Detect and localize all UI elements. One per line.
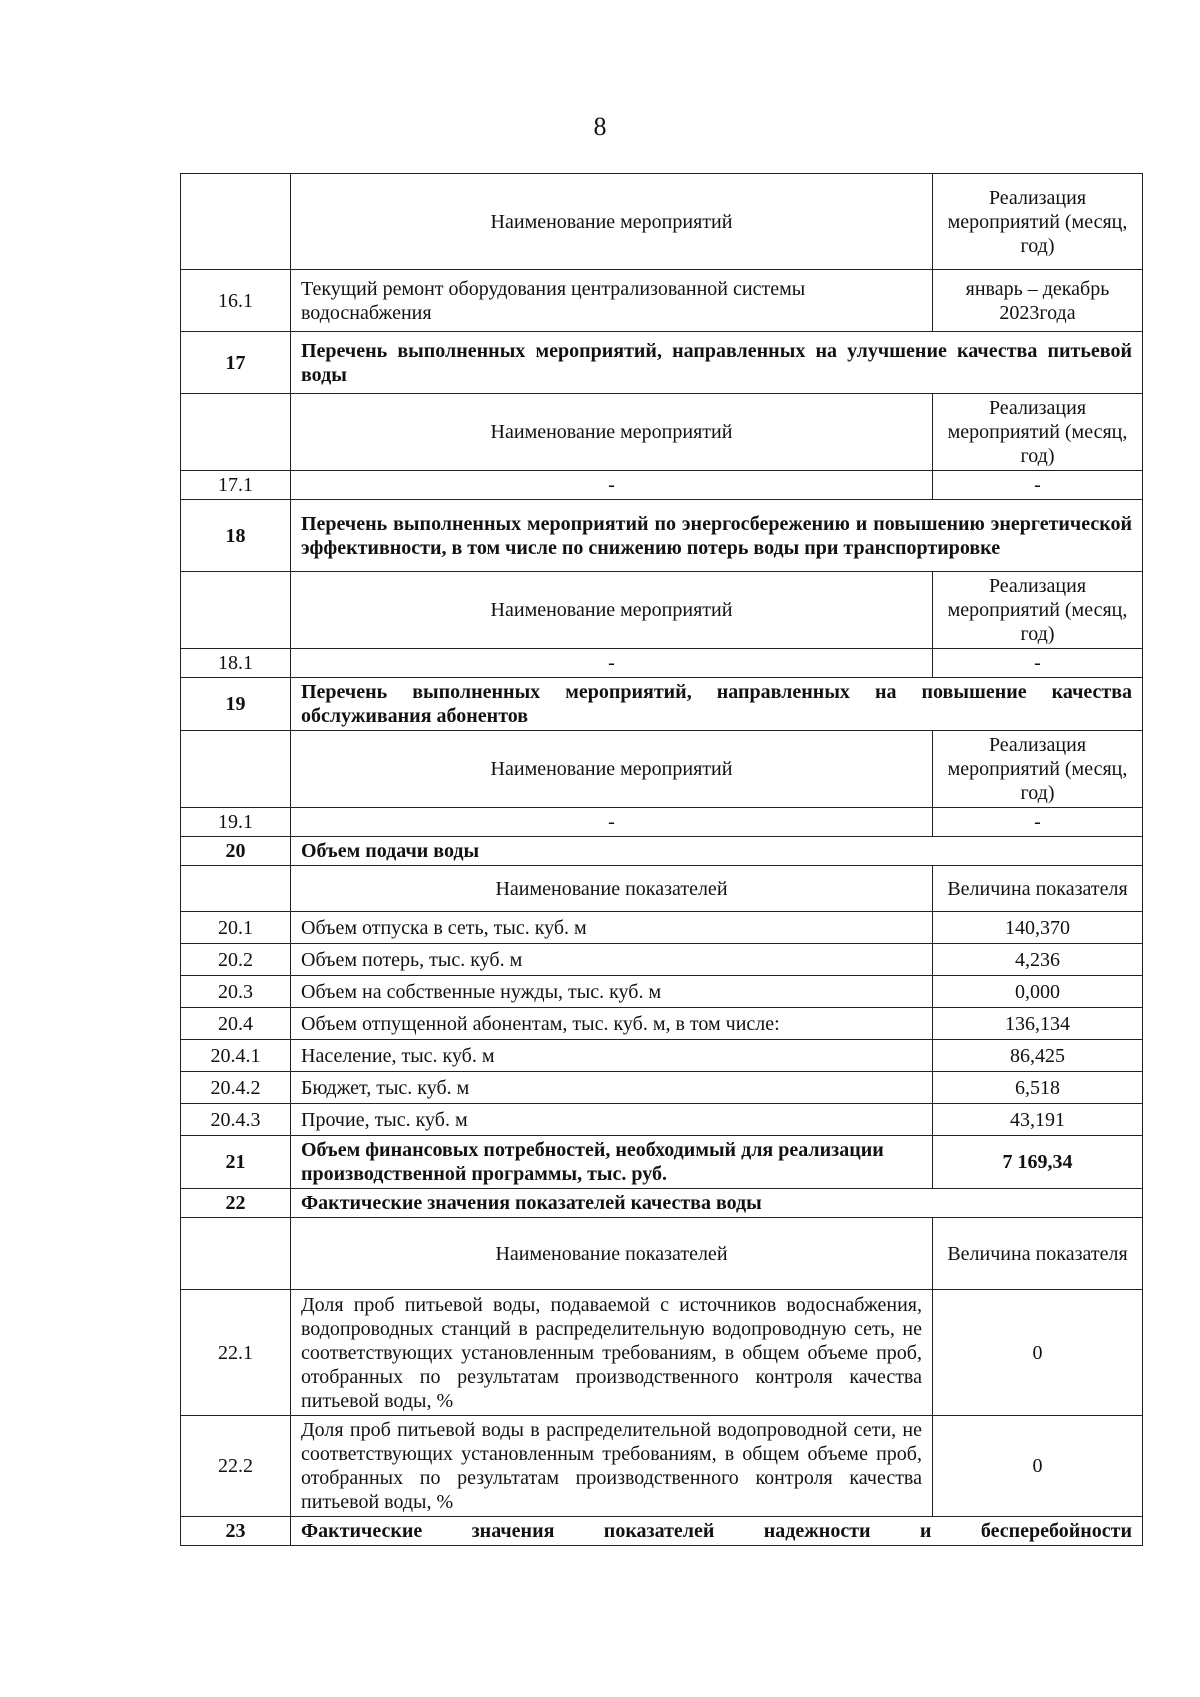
row-number: 20.1 (181, 912, 291, 944)
table-row (181, 1040, 1143, 1072)
page-number: 8 (593, 112, 607, 141)
row-value: 136,134 (933, 1008, 1143, 1040)
row-number: 17.1 (181, 471, 291, 500)
table-header-row (181, 1218, 1143, 1290)
section-title: Перечень выполненных мероприятий, направленных на улучшение качества питьевой воды (291, 332, 1143, 394)
row-number: 20.2 (181, 944, 291, 976)
section-row (181, 1517, 1143, 1546)
row-name: Объем отпуска в сеть, тыс. куб. м (291, 912, 933, 944)
row-name: Объем на собственные нужды, тыс. куб. м (291, 976, 933, 1008)
row-name: Население, тыс. куб. м (291, 1040, 933, 1072)
section-number: 19 (181, 678, 291, 731)
section-number: 23 (181, 1517, 291, 1546)
section-title: Объем подачи воды (291, 837, 1143, 866)
row-value: 7 169,34 (933, 1136, 1143, 1189)
section-row (181, 1136, 1143, 1189)
row-name: Текущий ремонт оборудования централизованной системы водоснабжения (291, 270, 933, 332)
row-value: - (933, 649, 1143, 678)
row-value: 6,518 (933, 1072, 1143, 1104)
table-row (181, 1104, 1143, 1136)
table-row (181, 1416, 1143, 1517)
row-value: январь – декабрь 2023года (933, 270, 1143, 332)
value-header: Реализация мероприятий (месяц, год) (933, 174, 1143, 270)
table-row (181, 976, 1143, 1008)
value-header: Реализация мероприятий (месяц, год) (933, 394, 1143, 471)
row-name: Объем отпущенной абонентам, тыс. куб. м, в том числе: (291, 1008, 933, 1040)
name-header: Наименование мероприятий (291, 572, 933, 649)
name-header: Наименование мероприятий (291, 394, 933, 471)
section-number: 22 (181, 1189, 291, 1218)
row-value: 0 (933, 1416, 1143, 1517)
table-row (181, 471, 1143, 500)
row-number: 20.4 (181, 1008, 291, 1040)
row-value: 86,425 (933, 1040, 1143, 1072)
row-name: Объем потерь, тыс. куб. м (291, 944, 933, 976)
row-name: Объем финансовых потребностей, необходимый для реализации производственной программы, тыс. руб. (291, 1136, 933, 1189)
section-row (181, 500, 1143, 572)
section-title: Фактические значения показателей надежности и бесперебойности (291, 1517, 1143, 1546)
row-value: - (933, 471, 1143, 500)
row-value: - (933, 808, 1143, 837)
section-row (181, 837, 1143, 866)
table-header-row (181, 174, 1143, 270)
num-cell (181, 394, 291, 471)
row-name: - (291, 649, 933, 678)
table-header-row (181, 572, 1143, 649)
table-header-row (181, 866, 1143, 912)
name-header: Наименование показателей (291, 866, 933, 912)
row-value: 43,191 (933, 1104, 1143, 1136)
table-row (181, 1072, 1143, 1104)
name-header: Наименование мероприятий (291, 174, 933, 270)
row-number: 22.2 (181, 1416, 291, 1517)
row-value: 0,000 (933, 976, 1143, 1008)
table-row (181, 1008, 1143, 1040)
section-row (181, 678, 1143, 731)
table-header-row (181, 394, 1143, 471)
section-number: 17 (181, 332, 291, 394)
row-value: 140,370 (933, 912, 1143, 944)
row-name: Бюджет, тыс. куб. м (291, 1072, 933, 1104)
row-name: - (291, 808, 933, 837)
value-header: Реализация мероприятий (месяц, год) (933, 572, 1143, 649)
row-number: 22.1 (181, 1290, 291, 1416)
value-header: Реализация мероприятий (месяц, год) (933, 731, 1143, 808)
program-table (180, 173, 1143, 1546)
table-row (181, 1290, 1143, 1416)
num-cell (181, 731, 291, 808)
section-title: Фактические значения показателей качества воды (291, 1189, 1143, 1218)
row-name: Прочие, тыс. куб. м (291, 1104, 933, 1136)
section-row (181, 1189, 1143, 1218)
row-number: 20.4.1 (181, 1040, 291, 1072)
num-cell (181, 174, 291, 270)
value-header: Величина показателя (933, 866, 1143, 912)
section-title: Перечень выполненных мероприятий, направленных на повышение качества обслуживания абонентов (291, 678, 1143, 731)
section-number: 18 (181, 500, 291, 572)
row-number: 20.4.3 (181, 1104, 291, 1136)
name-header: Наименование мероприятий (291, 731, 933, 808)
num-cell (181, 1218, 291, 1290)
num-cell (181, 572, 291, 649)
section-number: 21 (181, 1136, 291, 1189)
row-number: 16.1 (181, 270, 291, 332)
table-row (181, 944, 1143, 976)
section-row (181, 332, 1143, 394)
row-name: Доля проб питьевой воды в распределительной водопроводной сети, не соответствующих установленным требованиям, в общем объеме проб, отобранных по результатам производственного контроля качества питьевой воды, % (291, 1416, 933, 1517)
name-header: Наименование показателей (291, 1218, 933, 1290)
row-number: 20.3 (181, 976, 291, 1008)
row-number: 19.1 (181, 808, 291, 837)
row-number: 20.4.2 (181, 1072, 291, 1104)
row-number: 18.1 (181, 649, 291, 678)
row-name: Доля проб питьевой воды, подаваемой с источников водоснабжения, водопроводных станций в распределительную водопроводную сеть, не соответствующих установленным требованиям, в общем объеме проб, отобранных по результатам производственного контроля качества питьевой воды, % (291, 1290, 933, 1416)
table-row (181, 808, 1143, 837)
value-header: Величина показателя (933, 1218, 1143, 1290)
table-header-row (181, 731, 1143, 808)
num-cell (181, 866, 291, 912)
table-row (181, 270, 1143, 332)
section-number: 20 (181, 837, 291, 866)
row-value: 0 (933, 1290, 1143, 1416)
table-row (181, 912, 1143, 944)
row-name: - (291, 471, 933, 500)
table-row (181, 649, 1143, 678)
section-title: Перечень выполненных мероприятий по энергосбережению и повышению энергетической эффективности, в том числе по снижению потерь воды при транспортировке (291, 500, 1143, 572)
row-value: 4,236 (933, 944, 1143, 976)
